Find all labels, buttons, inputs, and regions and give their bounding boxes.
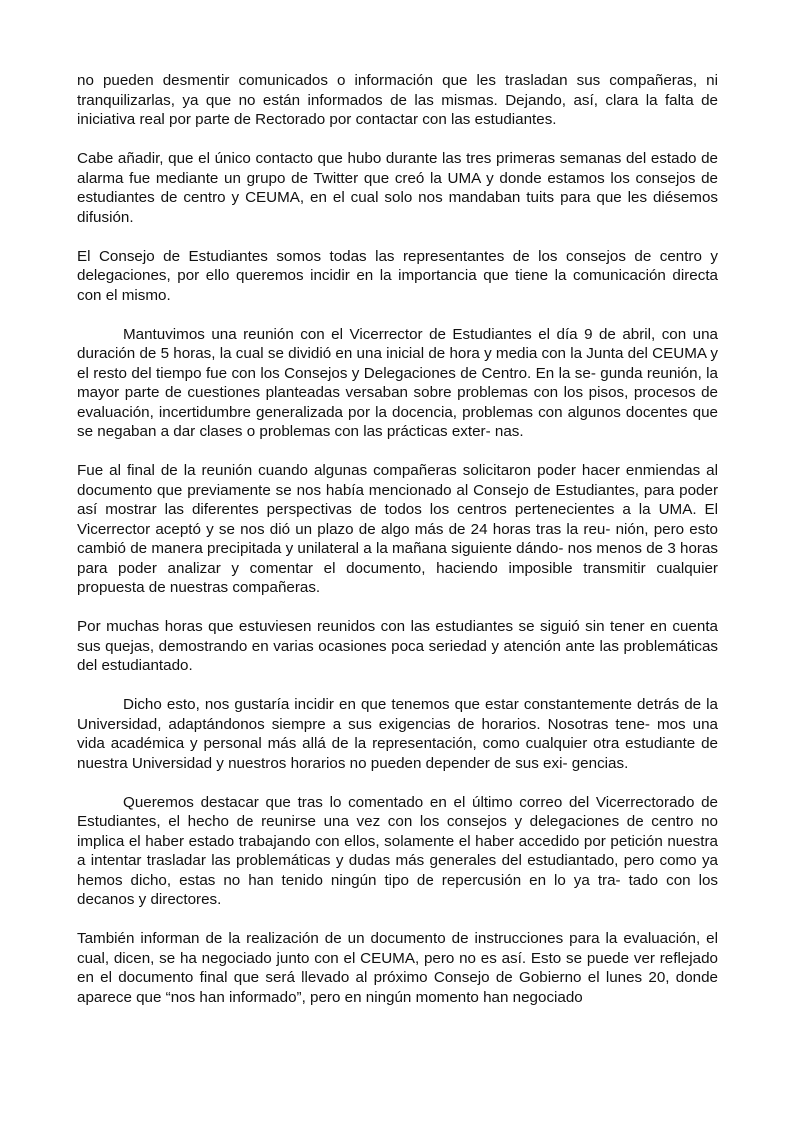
paragraph-6: Por muchas horas que estuviesen reunidos con las estudiantes se siguió sin tener en cuenta sus quejas, demostrando en varias ocasiones poca seriedad y atención ante las problemáticas del estudiantado. [77,618,718,674]
paragraph-2: Cabe añadir, que el único contacto que hubo durante las tres primeras semanas del estado de alarma fue mediante un grupo de Twitter que creó la UMA y donde estamos los consejos de estudiantes de centro y CEUMA, en el cual solo nos mandaban tuits para que les diésemos difusión. [77,150,718,226]
paragraph-7: Dicho esto, nos gustaría incidir en que tenemos que estar constantemente detrás de la Universidad, adaptándonos siempre a sus exigencias de horarios. Nosotras tene- mos una vida académica y personal más allá de la representación, como cualquier otra estudiante de nuestra Universidad y nuestros horarios no pueden depender de sus exi- gencias. [77,696,718,772]
document-body [77,71,718,1027]
paragraph-9: También informan de la realización de un documento de instrucciones para la evaluación, el cual, dicen, se ha negociado junto con el CEUMA, pero no es así. Esto se puede ver reflejado en el documento final que será llevado al próximo Consejo de Gobierno el lunes 20, donde aparece que “nos han informado”, pero en ningún momento han negociado [77,930,718,1006]
paragraph-4: Mantuvimos una reunión con el Vicerrector de Estudiantes el día 9 de abril, con una duración de 5 horas, la cual se dividió en una inicial de hora y media con la Junta del CEUMA y el resto del tiempo fue con los Consejos y Delegaciones de Centro. En la se- gunda reunión, la mayor parte de cuestiones planteadas versaban sobre problemas con los pisos, procesos de evaluación, incertidumbre generalizada por la docencia, problemas con algunos docentes que se negaban a dar clases o problemas con las prácticas exter- nas. [77,325,718,440]
paragraph-5: Fue al final de la reunión cuando algunas compañeras solicitaron poder hacer enmiendas al documento que previamente se nos había mencionado al Consejo de Estudiantes, para poder así mostrar las diferentes perspectivas de todos los centros pertenecientes a la UMA. El Vicerrector aceptó y se nos dió un plazo de algo más de 24 horas tras la reu- nión, pero esto cambió de manera precipitada y unilateral a la mañana siguiente dándo- nos menos de 3 horas para poder analizar y comentar el documento, haciendo imposible transmitir cualquier propuesta de nuestras compañeras. [77,462,718,596]
paragraph-3: El Consejo de Estudiantes somos todas las representantes de los consejos de centro y delegaciones, por ello queremos incidir en la importancia que tiene la comunicación directa con el mismo. [77,247,718,304]
paragraph-1: no pueden desmentir comunicados o información que les trasladan sus compañeras, ni tranquilizarlas, ya que no están informados de las mismas. Dejando, así, clara la falta de iniciativa real por parte de Rectorado por contactar con las estudiantes. [77,72,718,128]
paragraph-8: Queremos destacar que tras lo comentado en el último correo del Vicerrectorado de Estudiantes, el hecho de reunirse una vez con los consejos y delegaciones de centro no implica el haber estado trabajando con ellos, solamente el haber accedido por petición nuestra a intentar trasladar las problemáticas y dudas más generales del estudiantado, pero como ya hemos dicho, estas no han tenido ningún tipo de repercusión en lo ya tra- tado con los decanos y directores. [77,793,718,908]
